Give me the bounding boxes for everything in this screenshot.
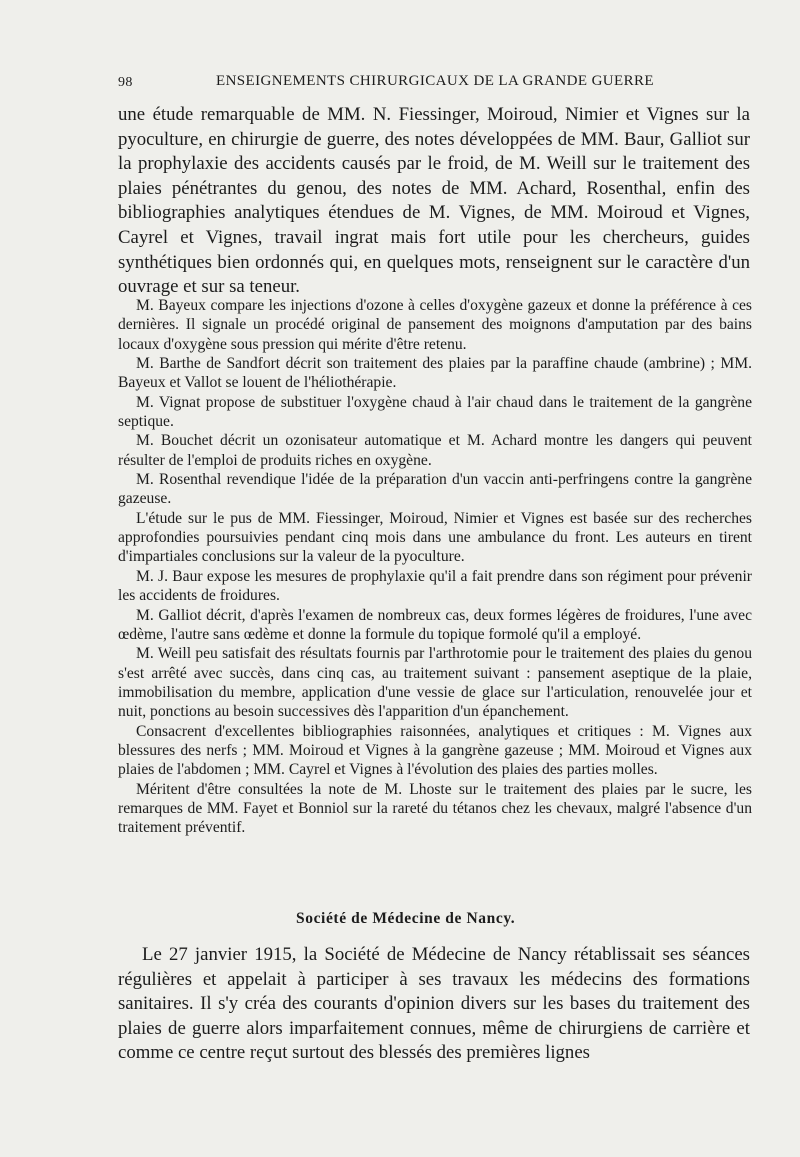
outro-paragraph — [118, 943, 750, 1066]
outro-text: Le 27 janvier 1915, la Société de Médecine de Nancy rétablissait ses séances régulières et appelait à participer à ses travaux les médecins des formations sanitaires. Il s'y créa des courants d'opinion divers sur les bases du traitement des plaies de guerre alors imparfaitement connues, même de chirurgiens de carrière et comme ce centre reçut surtout des blessés des premières lignes — [118, 944, 750, 1064]
intro-paragraph: une étude remarquable de MM. N. Fiessinger, Moiroud, Nimier et Vignes sur la pyoculture, en chirurgie de guerre, des notes développées de MM. Baur, Galliot sur la prophylaxie des accidents causés par le froid, de M. Weill sur le traitement des plaies pénétrantes du genou, des notes de MM. Achard, Rosenthal, enfin des bibliographies analytiques étendues de M. Vignes, de MM. Moiroud et Vignes, Cayrel et Vignes, travail ingrat mais fort utile pour les chercheurs, guides synthétiques bien ordonnés qui, en quelques mots, renseignent sur le caractère d'un ouvrage et sur sa teneur. — [118, 104, 750, 298]
paragraph-pus-study: L'étude sur le pus de MM. Fiessinger, Moiroud, Nimier et Vignes est basée sur des recherches approfondies poursuivies pendant cinq mois dans une ambulance du front. Les auteurs en tirent d'impartiales conclusions sur la valeur de la pyoculture. — [118, 509, 752, 566]
paragraph-bouchet: M. Bouchet décrit un ozonisateur automatique et M. Achard montre les dangers qui peuvent résulter de l'emploi de produits riches en oxygène. — [118, 432, 752, 469]
paragraph-vignat: M. Vignat propose de substituer l'oxygène chaud à l'air chaud dans le traitement de la gangrène septique. — [118, 393, 752, 431]
paragraph-galliot: M. Galliot décrit, d'après l'examen de nombreux cas, deux formes légères de froidures, l'une avec œdème, l'autre sans œdème et donne la formule du topique formolé qu'il a employé. — [118, 606, 752, 643]
paragraph-bibliographies: Consacrent d'excellentes bibliographies raisonnées, analytiques et critiques : M. Vignes aux blessures des nerfs ; MM. Moiroud et Vignes à la gangrène gazeuse ; MM. Moiroud et Vignes aux plaies de l'abdomen ; MM. Cayrel et Vignes à l'évolution des plaies des parties molles. — [118, 722, 752, 779]
page-number: 98 — [118, 75, 133, 90]
paragraph-lhoste: Méritent d'être consultées la note de M. Lhoste sur le traitement des plaies par le sucre, les remarques de MM. Fayet et Bonniol sur la rareté du tétanos chez les chevaux, malgré l'absence d'un traitement préventif. — [118, 780, 752, 837]
paragraph-bayeux: M. Bayeux compare les injections d'ozone à celles d'oxygène gazeux et donne la préférence à ces dernières. Il signale un procédé original de pansement des moignons d'amputation par des bains locaux d'oxygène sous pression qui mérite d'être retenu. — [118, 297, 752, 353]
paragraph-baur: M. J. Baur expose les mesures de prophylaxie qu'il a fait prendre dans son régiment pour prévenir les accidents de froidures. — [118, 567, 752, 605]
section-title: Société de Médecine de Nancy. — [296, 910, 516, 927]
running-title: ENSEIGNEMENTS CHIRURGICAUX DE LA GRANDE GUERRE — [216, 73, 654, 89]
paragraph-rosenthal: M. Rosenthal revendique l'idée de la préparation d'un vaccin anti-perfringens contre la gangrène gazeuse. — [118, 471, 752, 508]
page-header — [118, 70, 758, 94]
paragraph-weill: M. Weill peu satisfait des résultats fournis par l'arthrotomie pour le traitement des plaies du genou s'est arrêté avec succès, dans cinq cas, au traitement suivant : pansement aseptique de la plaie, immobilisation du membre, application d'une vessie de glace sur l'articulation, renouvelée jour et nuit, ponctions au besoin successives dès l'apparition d'un épanchement. — [118, 645, 752, 721]
society-summaries — [118, 296, 752, 838]
paragraph-barthe-de-sandfort: M. Barthe de Sandfort décrit son traitement des plaies par la paraffine chaude (ambrine) ; MM. Bayeux et Vallot se louent de l'héliothérapie. — [118, 355, 752, 392]
